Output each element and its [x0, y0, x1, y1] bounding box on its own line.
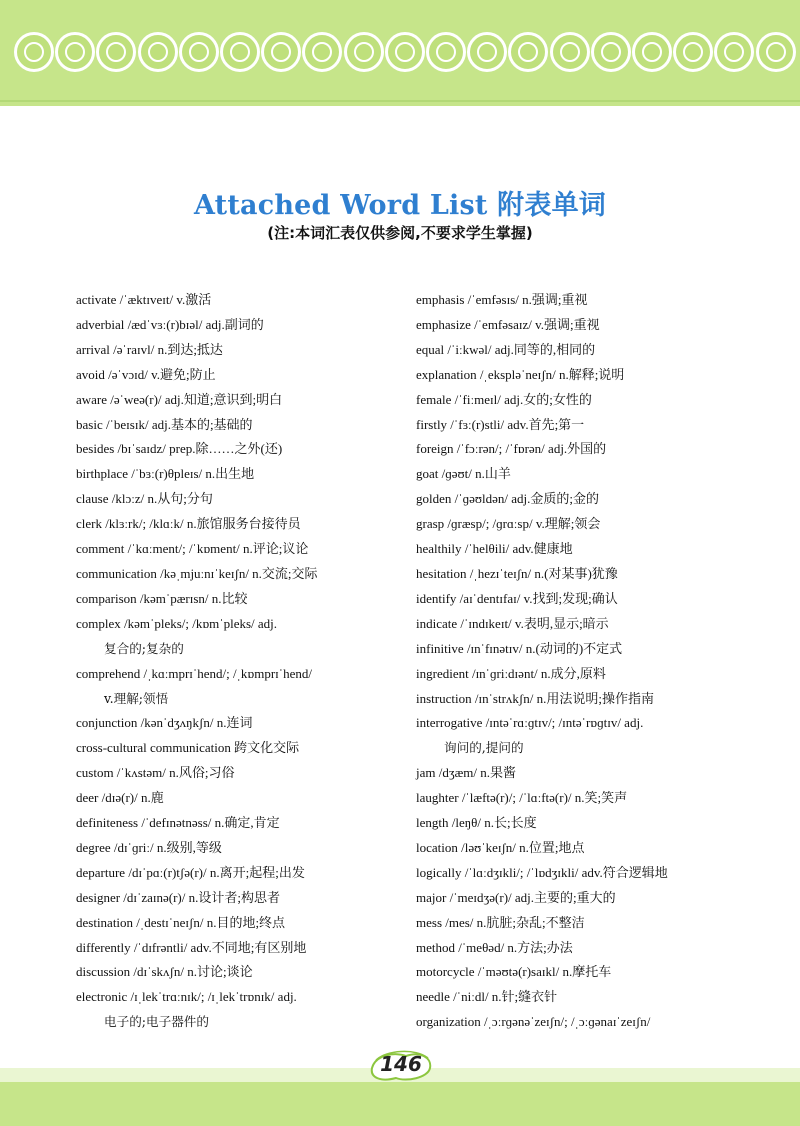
word-entry-text: foreign /ˈfɔːrən/; /ˈfɒrən/ adj.外国的	[416, 441, 607, 457]
word-entry-text: infinitive /ɪnˈfɪnətɪv/ n.(动词的)不定式	[416, 640, 623, 656]
word-entry-text: destination /ˌdestɪˈneɪʃn/ n.目的地;终点	[76, 914, 286, 930]
word-entry	[76, 761, 406, 786]
word-entry	[416, 687, 746, 712]
word-entry-text: differently /ˈdɪfrəntli/ adv.不同地;有区别地	[76, 939, 307, 955]
ring-icon	[220, 32, 260, 72]
word-entry	[76, 861, 406, 886]
word-entry	[76, 662, 406, 712]
word-entry-text: departure /dɪˈpɑː(r)tʃə(r)/ n.离开;起程;出发	[76, 864, 305, 880]
word-entry-text: identify /aɪˈdentɪfaɪ/ v.找到;发现;确认	[416, 590, 618, 606]
word-entry-text: clerk /klɜːrk/; /klɑːk/ n.旅馆服务台接待员	[76, 516, 301, 532]
word-entry	[76, 736, 406, 761]
ring-icon	[344, 32, 384, 72]
ring-icon	[302, 32, 342, 72]
word-entry-text: definiteness /ˈdefɪnətnəss/ n.确定,肯定	[76, 815, 280, 831]
word-entry	[416, 886, 746, 911]
word-entry-text: arrival /əˈraɪvl/ n.到达;抵达	[76, 341, 223, 357]
word-entry-text: interrogative /ɪntəˈrɑːɡtɪv/; /ɪntəˈrɒɡtɪv/ adj.	[416, 715, 644, 731]
word-entry	[76, 612, 406, 662]
word-entry	[416, 911, 746, 936]
word-entry	[416, 786, 746, 811]
word-list-right-column	[416, 288, 746, 1035]
word-entry	[416, 761, 746, 786]
word-entry-text: grasp /ɡræsp/; /ɡrɑːsp/ v.理解;领会	[416, 516, 601, 532]
word-entry-text: aware /əˈweə(r)/ adj.知道;意识到;明白	[76, 391, 283, 407]
ring-icon	[550, 32, 590, 72]
word-entry	[76, 313, 406, 338]
word-entry-text: clause /klɔːz/ n.从句;分句	[76, 491, 213, 507]
word-entry-text: length /leŋθ/ n.长;长度	[416, 815, 537, 831]
word-entry	[76, 711, 406, 736]
word-entry	[76, 562, 406, 587]
word-entry-text: conjunction /kənˈdʒʌŋkʃn/ n.连词	[76, 715, 253, 731]
word-entry-text: activate /ˈæktɪveɪt/ v.激活	[76, 292, 212, 307]
word-entry-text: mess /mes/ n.肮脏;杂乱;不整洁	[416, 914, 585, 930]
word-entry-continuation: v.理解;领悟	[104, 690, 169, 706]
header-band	[0, 0, 800, 106]
word-entry	[76, 363, 406, 388]
word-entry	[416, 985, 746, 1010]
word-entry-text: avoid /əˈvɔɪd/ v.避免;防止	[76, 366, 216, 382]
word-entry	[416, 637, 746, 662]
word-entry-text: designer /dɪˈzaɪnə(r)/ n.设计者;构思者	[76, 889, 280, 905]
ring-icon	[385, 32, 425, 72]
word-entry-text: location /ləʊˈkeɪʃn/ n.位置;地点	[416, 839, 585, 855]
word-entry	[76, 960, 406, 985]
word-entry-text: method /ˈmeθəd/ n.方法;办法	[416, 939, 573, 955]
word-entry-text: motorcycle /ˈməʊtə(r)saɪkl/ n.摩托车	[416, 964, 612, 980]
ring-icon	[426, 32, 466, 72]
ring-icon	[261, 32, 301, 72]
word-entry	[416, 612, 746, 637]
word-entry	[416, 960, 746, 985]
word-entry-text: custom /ˈkʌstəm/ n.风俗;习俗	[76, 765, 235, 781]
word-entry-text: deer /dɪə(r)/ n.鹿	[76, 790, 164, 806]
page-number: 146	[380, 1052, 422, 1076]
word-entry-text: equal /ˈiːkwəl/ adj.同等的,相同的	[416, 341, 596, 357]
word-entry	[76, 587, 406, 612]
word-entry-text: logically /ˈlɑːdʒɪkli/; /ˈlɒdʒɪkli/ adv.符合逻辑地	[416, 864, 668, 880]
word-entry	[76, 437, 406, 462]
word-entry	[76, 462, 406, 487]
word-entry-text: comment /ˈkɑːment/; /ˈkɒment/ n.评论;议论	[76, 541, 309, 557]
page-title: Attached Word List 附表单词	[194, 190, 606, 221]
decorative-rings	[0, 32, 800, 82]
word-entry	[76, 886, 406, 911]
word-entry	[416, 363, 746, 388]
ring-icon	[96, 32, 136, 72]
word-entry	[76, 388, 406, 413]
word-entry	[416, 487, 746, 512]
ring-icon	[632, 32, 672, 72]
word-entry-text: basic /ˈbeɪsɪk/ adj.基本的;基础的	[76, 416, 253, 432]
word-entry	[76, 985, 406, 1035]
word-entry	[416, 537, 746, 562]
word-entry-text: complex /kəmˈpleks/; /kɒmˈpleks/ adj.	[76, 615, 278, 631]
word-entry-text: emphasize /ˈemfəsaɪz/ v.强调;重视	[416, 316, 600, 332]
header-divider	[0, 100, 800, 102]
ring-icon	[138, 32, 178, 72]
word-entry	[416, 288, 746, 313]
word-entry	[76, 338, 406, 363]
word-entry-text: communication /kəˌmjuːnɪˈkeɪʃn/ n.交流;交际	[76, 565, 318, 581]
word-entry-continuation: 电子的;电子器件的	[104, 1014, 209, 1030]
word-entry	[416, 861, 746, 886]
ring-icon	[714, 32, 754, 72]
word-entry	[76, 811, 406, 836]
word-entry	[416, 313, 746, 338]
word-entry	[76, 936, 406, 961]
word-list-left-column	[76, 288, 406, 1035]
ring-icon	[673, 32, 713, 72]
word-entry-text: discussion /dɪˈskʌʃn/ n.讨论;谈论	[76, 964, 253, 980]
word-entry-text: emphasis /ˈemfəsɪs/ n.强调;重视	[416, 292, 588, 307]
word-entry-text: ingredient /ɪnˈɡriːdɪənt/ n.成分,原料	[416, 665, 606, 681]
word-entry	[416, 836, 746, 861]
word-entry-text: hesitation /ˌhezɪˈteɪʃn/ n.(对某事)犹豫	[416, 565, 618, 581]
ring-icon	[55, 32, 95, 72]
word-entry	[416, 936, 746, 961]
word-entry	[416, 1010, 746, 1035]
word-entry-text: major /ˈmeɪdʒə(r)/ adj.主要的;重大的	[416, 889, 616, 905]
word-entry	[416, 711, 746, 761]
word-entry	[416, 587, 746, 612]
word-entry	[76, 836, 406, 861]
word-entry	[416, 512, 746, 537]
word-entry	[76, 288, 406, 313]
word-entry	[416, 437, 746, 462]
word-entry	[76, 487, 406, 512]
word-entry-text: instruction /ɪnˈstrʌkʃn/ n.用法说明;操作指南	[416, 690, 654, 706]
word-entry-text: laughter /ˈlæftə(r)/; /ˈlɑːftə(r)/ n.笑;笑声	[416, 790, 628, 806]
word-entry-text: electronic /ɪˌlekˈtrɑːnɪk/; /ɪˌlekˈtrɒnɪk/ adj.	[76, 989, 297, 1005]
page-subtitle: (注:本词汇表仅供参阅,不要求学生掌握)	[267, 224, 533, 242]
word-entry	[416, 662, 746, 687]
ring-icon	[467, 32, 507, 72]
word-entry	[416, 388, 746, 413]
word-entry-text: jam /dʒæm/ n.果酱	[416, 765, 517, 781]
word-entry-text: organization /ˌɔːrɡənəˈzeɪʃn/; /ˌɔːɡənaɪˈzeɪʃn/	[416, 1014, 651, 1030]
word-entry	[76, 786, 406, 811]
word-entry-text: adverbial /ædˈvɜː(r)bɪəl/ adj.副词的	[76, 316, 264, 332]
word-entry	[416, 811, 746, 836]
word-entry-text: female /ˈfiːmeɪl/ adj.女的;女性的	[416, 391, 592, 407]
ring-icon	[591, 32, 631, 72]
word-entry-text: indicate /ˈɪndɪkeɪt/ v.表明,显示;暗示	[416, 615, 609, 631]
word-entry	[76, 537, 406, 562]
word-entry-text: comprehend /ˌkɑːmprɪˈhend/; /ˌkɒmprɪˈhend/	[76, 665, 312, 681]
word-entry-continuation: 询问的,提问的	[444, 740, 524, 756]
ring-icon	[14, 32, 54, 72]
word-entry	[416, 413, 746, 438]
ring-icon	[508, 32, 548, 72]
word-entry-text: firstly /ˈfɜː(r)stli/ adv.首先;第一	[416, 416, 585, 432]
word-entry	[76, 413, 406, 438]
word-entry	[76, 512, 406, 537]
word-entry-text: birthplace /ˈbɜː(r)θpleɪs/ n.出生地	[76, 466, 255, 482]
word-entry-continuation: 复合的;复杂的	[104, 640, 184, 656]
word-entry-text: besides /bɪˈsaɪdz/ prep.除……之外(还)	[76, 441, 283, 457]
word-entry-text: needle /ˈniːdl/ n.针;缝衣针	[416, 989, 558, 1005]
word-entry-text: golden /ˈɡəʊldən/ adj.金质的;金的	[416, 491, 599, 507]
word-entry	[416, 562, 746, 587]
ring-icon	[756, 32, 796, 72]
word-entry	[416, 462, 746, 487]
word-entry-text: goat /ɡəʊt/ n.山羊	[416, 466, 511, 482]
word-entry	[76, 911, 406, 936]
word-entry-text: cross-cultural communication 跨文化交际	[76, 740, 300, 756]
ring-icon	[179, 32, 219, 72]
word-entry-text: comparison /kəmˈpærɪsn/ n.比较	[76, 590, 248, 606]
word-entry-text: degree /dɪˈɡriː/ n.级别,等级	[76, 839, 222, 855]
word-entry-text: healthily /ˈhelθili/ adv.健康地	[416, 541, 573, 557]
word-entry	[416, 338, 746, 363]
word-entry-text: explanation /ˌekspləˈneɪʃn/ n.解释;说明	[416, 366, 625, 382]
